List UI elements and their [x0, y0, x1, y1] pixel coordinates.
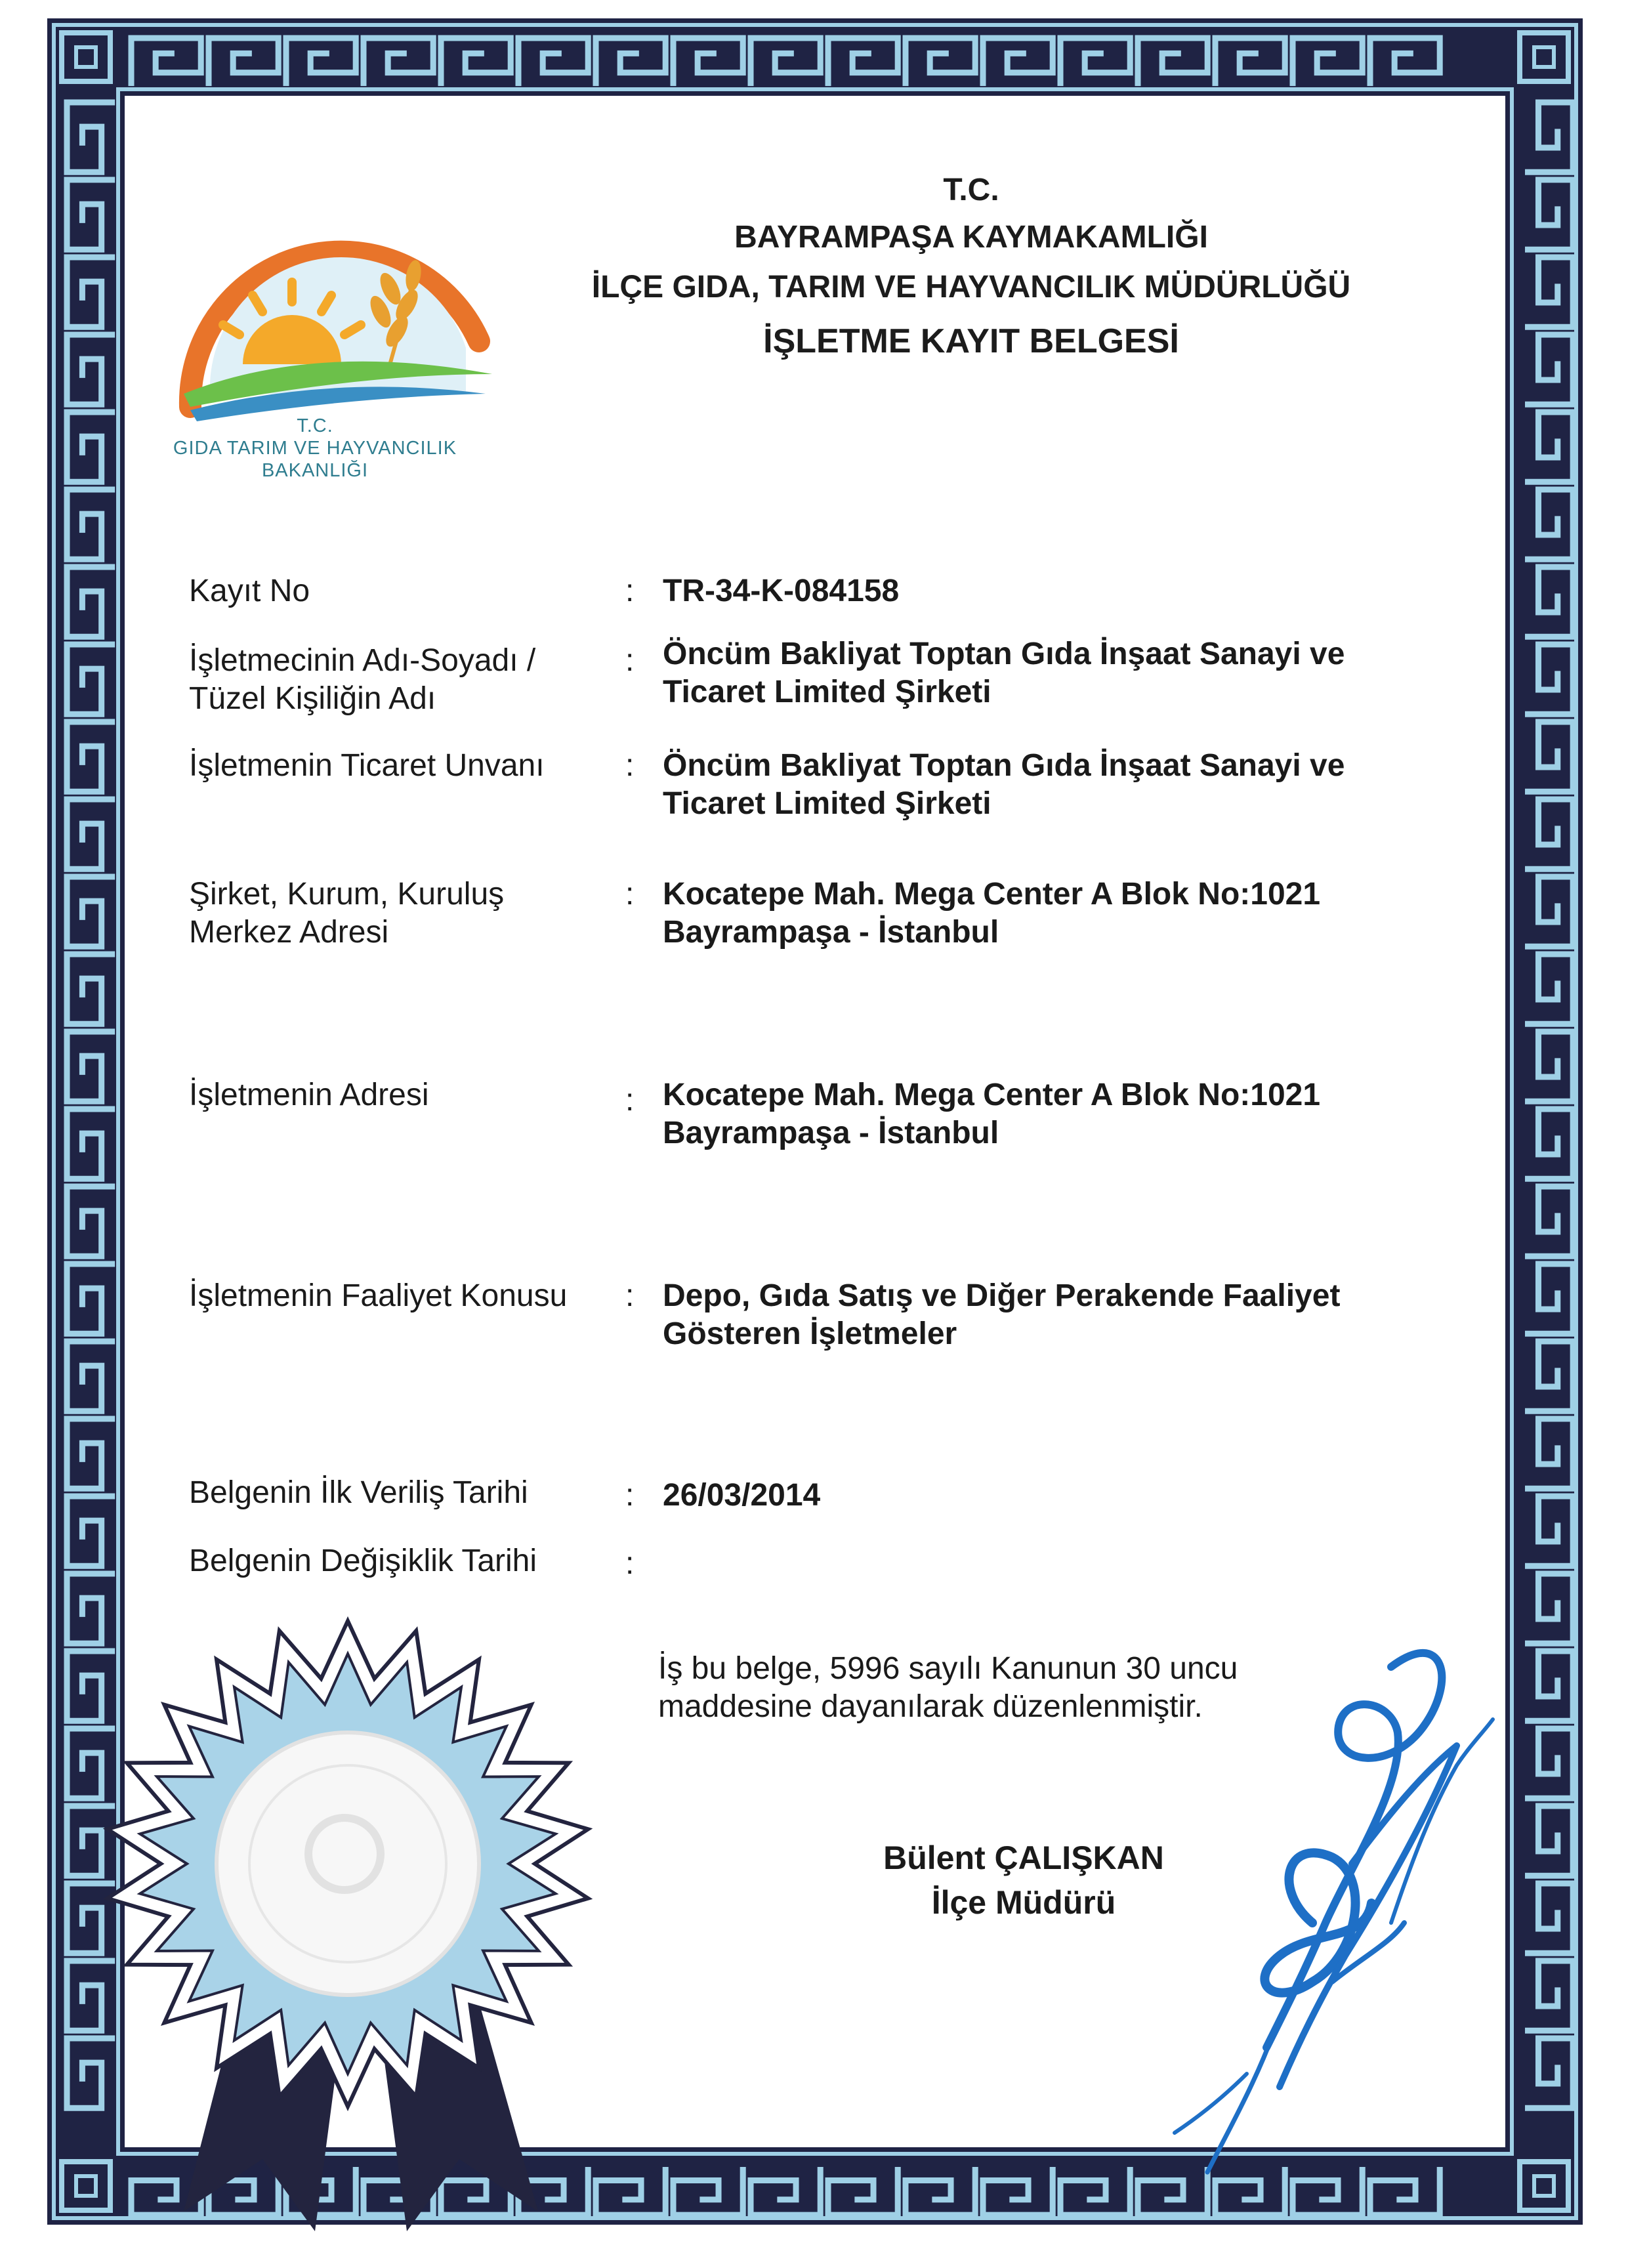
signatory-title: İlçe Müdürü: [931, 1884, 1116, 1921]
header-directorate: İLÇE GIDA, TARIM VE HAYVANCILIK MÜDÜRLÜĞÜ: [591, 270, 1351, 304]
document-title: İŞLETME KAYIT BELGESİ: [763, 322, 1179, 360]
field-value-activity: Depo, Gıda Satış ve Diğer Perakende Faaliyet Gösteren İşletmeler: [663, 1278, 1341, 1351]
field-colon: :: [625, 877, 635, 912]
logo-ministry-name: GIDA TARIM VE HAYVANCILIK: [173, 438, 457, 459]
field-label-registration-no: Kayıt No: [189, 574, 310, 608]
field-colon: :: [625, 574, 635, 608]
field-colon: :: [625, 1083, 635, 1118]
ministry-logo: [164, 177, 518, 492]
field-value-issue-date: 26/03/2014: [663, 1478, 821, 1513]
field-colon: :: [625, 748, 635, 783]
field-colon: :: [625, 1478, 635, 1513]
signatory-name: Bülent ÇALIŞKAN: [883, 1839, 1164, 1876]
field-value-trade-name: Öncüm Bakliyat Toptan Gıda İnşaat Sanayi ve Ticaret Limited Şirketi: [663, 748, 1345, 821]
field-label-activity: İşletmenin Faaliyet Konusu: [189, 1278, 568, 1313]
ministry-emblem-icon: [164, 177, 518, 427]
field-colon: :: [625, 1278, 635, 1313]
field-value-registration-no: TR-34-K-084158: [663, 574, 900, 608]
field-label-operator-name: İşletmecinin Adı-Soyadı / Tüzel Kişiliğin Adı: [189, 643, 536, 716]
field-colon: :: [625, 1546, 635, 1581]
header-tc: T.C.: [943, 173, 999, 207]
field-label-issue-date: Belgenin İlk Veriliş Tarihi: [189, 1475, 528, 1510]
header-district-governorship: BAYRAMPAŞA KAYMAKAMLIĞI: [734, 220, 1208, 255]
field-value-business-address: Kocatepe Mah. Mega Center A Blok No:1021 Bayrampaşa - İstanbul: [663, 1078, 1321, 1150]
field-label-head-office-address: Şirket, Kurum, Kuruluş Merkez Adresi: [189, 877, 505, 950]
field-value-head-office-address: Kocatepe Mah. Mega Center A Blok No:1021 Bayrampaşa - İstanbul: [663, 877, 1321, 950]
legal-basis-note: İş bu belge, 5996 sayılı Kanunun 30 uncu maddesine dayanılarak düzenlenmiştir.: [658, 1651, 1238, 1724]
field-label-business-address: İşletmenin Adresi: [189, 1078, 429, 1112]
field-value-operator-name: Öncüm Bakliyat Toptan Gıda İnşaat Sanayi ve Ticaret Limited Şirketi: [663, 637, 1345, 709]
logo-tc-text: T.C.: [297, 415, 333, 436]
field-colon: :: [625, 643, 635, 678]
embossed-seal-rosette: [98, 1588, 597, 2244]
field-label-change-date: Belgenin Değişiklik Tarihi: [189, 1544, 537, 1578]
logo-ministry-name-2: BAKANLIĞI: [261, 460, 369, 481]
handwritten-signature: [1116, 1614, 1522, 2205]
field-label-trade-name: İşletmenin Ticaret Unvanı: [189, 748, 545, 783]
